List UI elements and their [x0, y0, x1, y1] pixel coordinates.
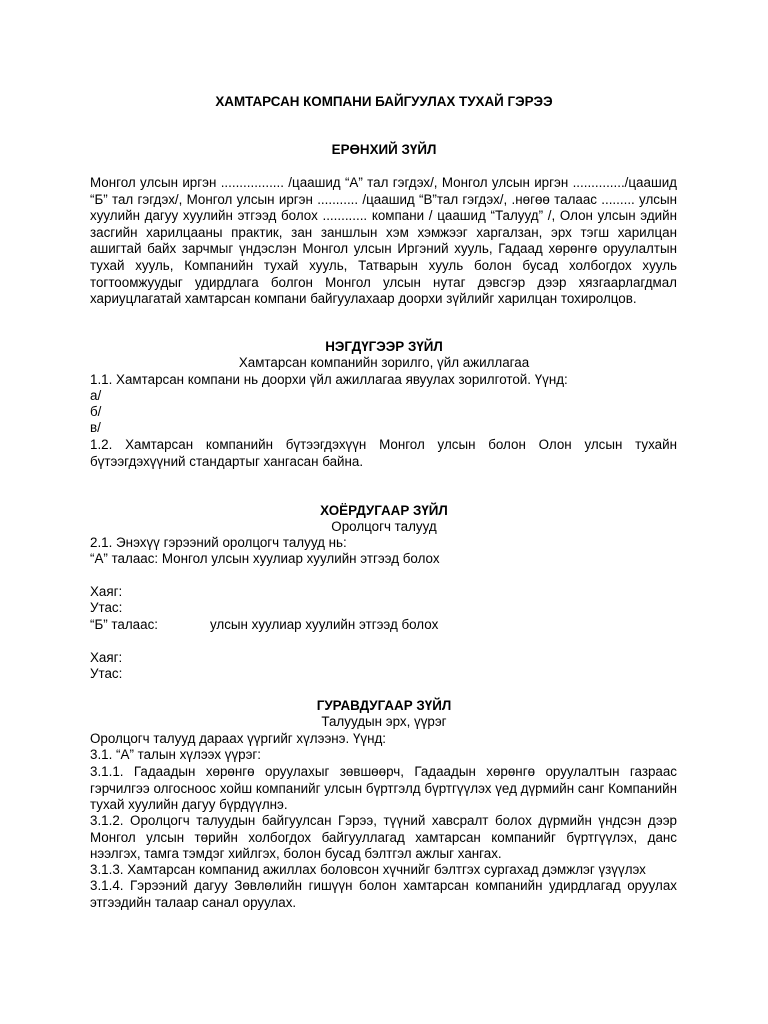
party-a-address: Хаяг: — [90, 584, 123, 599]
clause-3-1-3: 3.1.3. Хамтарсан компанид ажиллах боловсон хүчнийг бэлтгэх сургахад дэмжлэг үзүүлэх — [90, 862, 646, 877]
article2-subtitle: Оролцогч талууд — [331, 519, 437, 534]
article1-subtitle: Хамтарсан компанийн зорилго, үйл ажиллагаа — [238, 355, 530, 370]
party-b-phone: Утас: — [90, 666, 123, 681]
list-item-b: б/ — [90, 404, 102, 419]
party-b-text: улсын хуулиар хуулийн этгээд болох — [210, 617, 439, 632]
list-item-a: а/ — [90, 388, 102, 403]
party-a-phone: Утас: — [90, 600, 123, 615]
article2-heading: ХОЁРДУГААР ЗҮЙЛ — [320, 503, 448, 518]
clause-3-1: 3.1. “А” талын хүлээх үүрэг: — [90, 747, 262, 762]
party-b-label: “Б” талаас: — [90, 617, 158, 632]
article1-heading: НЭГДҮГЭЭР ЗҮЙЛ — [325, 339, 443, 354]
article3-heading: ГУРАВДУГААР ЗҮЙЛ — [316, 698, 452, 713]
general-body: Монгол улсын иргэн ................. /цаашид “А” тал гэгдэх/, Монгол улсын иргэн ............../цаашид “Б” тал гэгдэх/, Монгол улсын иргэн ........... /цаашид “В”тал гэгдэх/, .нөгөө талаас ......... улсын хуулийн дагуу хуулийн этгээд болох ............ компани / цаашид “Талууд” /, Олон улсын эдийн засгийн харилцааны практик, зан заншлын хэм хэмжээг харгалзан, эрх тэгш харилцан ашигтай байх зарчмыг үндэслэн Монгол улсын Иргэний хууль, Гадаад хөрөнгө оруулалтын тухай хууль, Компанийн тухай хууль, Татварын хууль болон бусад холбогдох хууль тогтоомжуудыг удирдлага болгон Монгол улсын нутаг дэвсгэр дээр хязгаарлагдмал хариуцлагатай хамтарсан компани байгуулахаар доорхи зүйлийг харилцан тохиролцов. — [90, 175, 677, 307]
general-heading: ЕРӨНХИЙ ЗҮЙЛ — [331, 142, 437, 157]
article3-intro: Оролцогч талууд дараах үүргийг хүлээнэ. Үүнд: — [90, 731, 387, 746]
clause-3-1-4: 3.1.4. Гэрээний дагуу Зөвлөлийн гишүүн болон хамтарсан компанийн удирдлагад оруулах этгээдийн талаар санал оруулах. — [90, 878, 677, 910]
party-b-address: Хаяг: — [90, 650, 123, 665]
clause-3-1-2: 3.1.2. Оролцогч талуудын байгуулсан Гэрээ, түүний хавсралт болох дүрмийн үндсэн дээр Монгол улсын төрийн холбогдох байгууллагад хамтарсан компанийг бүртгүүлэх, данс нээлгэх, тамга тэмдэг хийлгэх, болон бусад бэлтгэл ажлыг хангах. — [90, 813, 677, 862]
party-a-line: “А” талаас: Монгол улсын хуулиар хуулийн этгээд болох — [90, 551, 440, 566]
article3-subtitle: Талуудын эрх, үүрэг — [321, 714, 447, 729]
document-title: ХАМТАРСАН КОМПАНИ БАЙГУУЛАХ ТУХАЙ ГЭРЭЭ — [215, 94, 553, 109]
list-item-v: в/ — [90, 420, 101, 435]
clause-1-2: 1.2. Хамтарсан компанийн бүтээгдэхүүн Монгол улсын болон Олон улсын тухайн бүтээгдэхүүний стандартыг хангасан байна. — [90, 437, 677, 469]
clause-2-1: 2.1. Энэхүү гэрээний оролцогч талууд нь: — [90, 535, 347, 550]
clause-3-1-1: 3.1.1. Гадаадын хөрөнгө оруулахыг зөвшөөрч, Гадаадын хөрөнгө оруулалтын газраас гэрчилгээ олгосноос хойш компанийг улсын бүртгэлд бүртгүүлэх үед дүрмийн санг Компанийн тухай хуулийн дагуу бүрдүүлнэ. — [90, 764, 677, 813]
clause-1-1: 1.1. Хамтарсан компани нь доорхи үйл ажиллагаа явуулах зорилготой. Үүнд: — [90, 372, 568, 387]
